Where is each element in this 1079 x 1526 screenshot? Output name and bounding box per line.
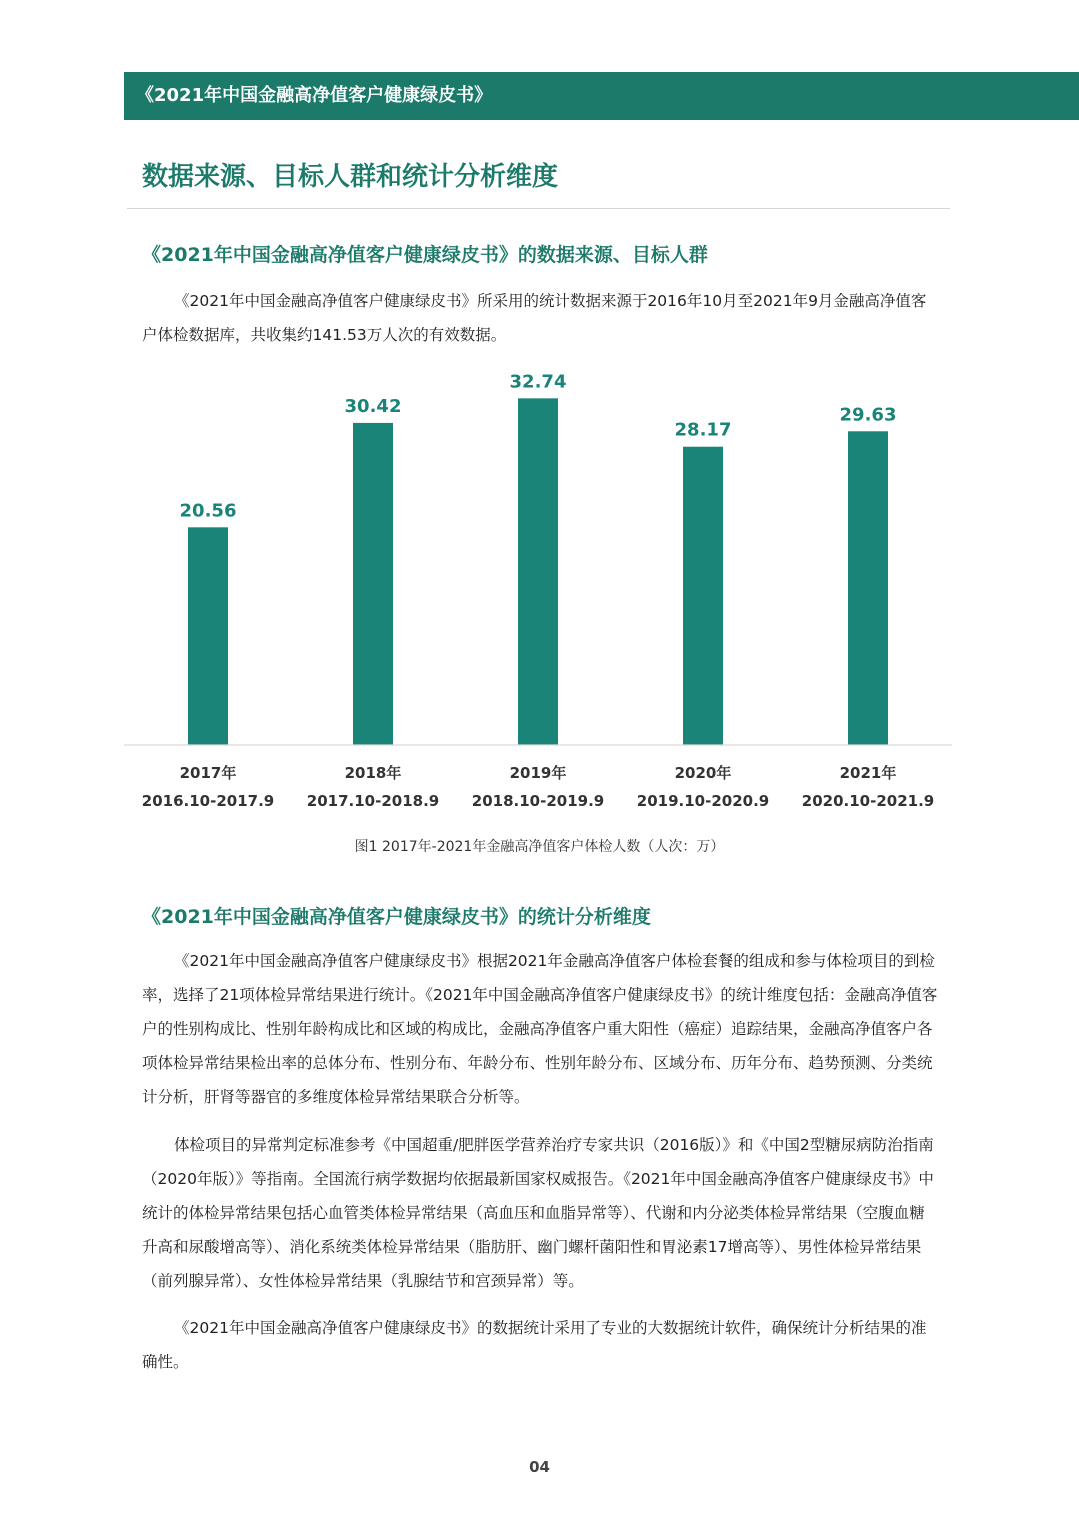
bar-1 — [188, 527, 228, 745]
value-label-2: 30.42 — [344, 395, 402, 417]
category-label-4: 2020年 — [674, 764, 732, 782]
section-title: 数据来源、目标人群和统计分析维度 — [142, 162, 559, 192]
value-label-3: 32.74 — [509, 371, 567, 393]
part2-paragraph-2: 体检项目的异常判定标准参考《中国超重/肥胖医学营养治疗专家共识（2016版）》和《中国2型糖尿病防治指南（2020年版）》等指南。全国流行病学数据均依据最新国家权威报告。《2021年中国金融高净值客户健康绿皮书》中统计的体检异常结果包括心血管类体检异常结果（高血压和血脂异常等）、代谢和内分泌类体检异常结果（空腹血糖升高和尿酸增高等）、消化系统类体检异常结果（脂肪肝、幽门螺杆菌阳性和胃泌素17增高等）、男性体检异常结果（前列腺异常）、女性体检异常结果（乳腺结节和宫颈异常）等。 — [142, 1136, 934, 1290]
bar-4 — [683, 447, 723, 745]
category-range-4: 2019.10-2020.9 — [636, 792, 770, 810]
part2-paragraph-3: 《2021年中国金融高净值客户健康绿皮书》的数据统计采用了专业的大数据统计软件，确保统计分析结果的准确性。 — [142, 1319, 927, 1371]
part2-title: 《2021年中国金融高净值客户健康绿皮书》的统计分析维度 — [142, 906, 651, 928]
figure-caption: 图1 2017年-2021年金融高净值客户体检人数（人次：万） — [354, 839, 725, 855]
value-label-5: 29.63 — [839, 404, 897, 426]
value-label-1: 20.56 — [179, 500, 237, 522]
bar-3 — [518, 398, 558, 745]
page-number: 04 — [529, 1458, 550, 1476]
category-range-2: 2017.10-2018.9 — [306, 792, 440, 810]
bar-chart — [124, 360, 952, 830]
bar-5 — [848, 431, 888, 745]
part1-title: 《2021年中国金融高净值客户健康绿皮书》的数据来源、目标人群 — [142, 244, 708, 266]
part2-paragraph-1: 《2021年中国金融高净值客户健康绿皮书》根据2021年金融高净值客户体检套餐的组成和参与体检项目的到检率，选择了21项体检异常结果进行统计。《2021年中国金融高净值客户健康绿皮书》的统计维度包括：金融高净值客户的性别构成比、性别年龄构成比和区域的构成比，金融高净值客户重大阳性（癌症）追踪结果，金融高净值客户各项体检异常结果检出率的总体分布、性别分布、年龄分布、性别年龄分布、区域分布、历年分布、趋势预测、分类统计分析，肝肾等器官的多维度体检异常结果联合分析等。 — [142, 952, 938, 1106]
category-label-5: 2021年 — [839, 764, 897, 782]
category-label-3: 2019年 — [509, 764, 567, 782]
part1-paragraph: 《2021年中国金融高净值客户健康绿皮书》所采用的统计数据来源于2016年10月至2021年9月金融高净值客户体检数据库，共收集约141.53万人次的有效数据。 — [142, 292, 927, 344]
bar-2 — [353, 423, 393, 745]
value-label-4: 28.17 — [674, 419, 732, 441]
category-label-2: 2018年 — [344, 764, 402, 782]
section-divider — [127, 208, 950, 209]
header-band — [124, 72, 1079, 120]
category-range-3: 2018.10-2019.9 — [471, 792, 605, 810]
bars-group — [188, 395, 888, 745]
category-label-1: 2017年 — [179, 764, 237, 782]
header-title: 《2021年中国金融高净值客户健康绿皮书》 — [136, 85, 493, 106]
category-range-1: 2016.10-2017.9 — [141, 792, 275, 810]
category-range-5: 2020.10-2021.9 — [801, 792, 935, 810]
